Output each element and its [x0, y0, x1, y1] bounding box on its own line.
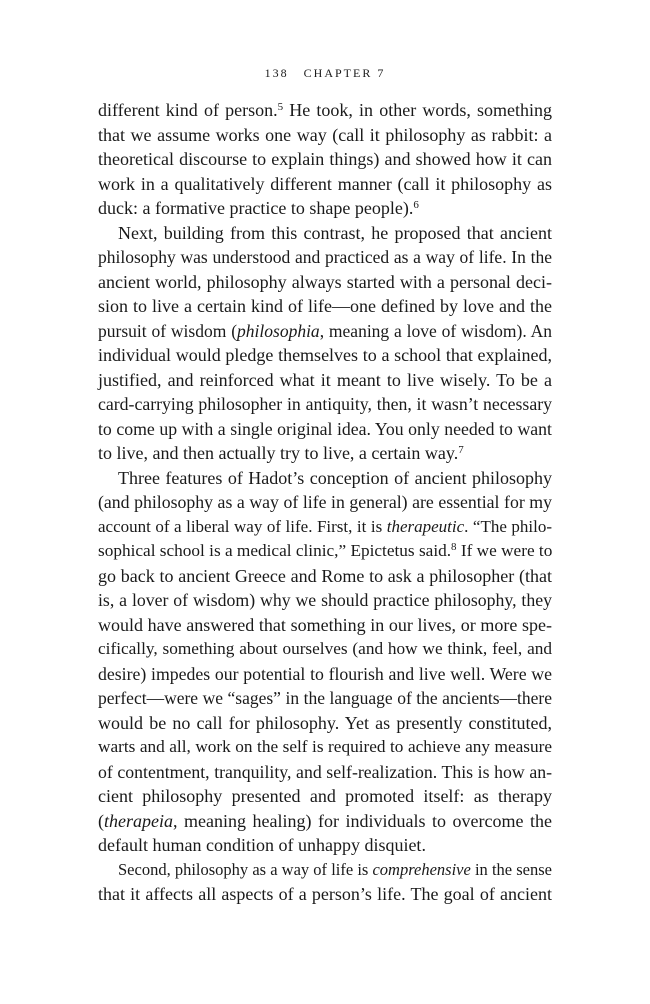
text-line: (therapeia, meaning healing) for individuals to overcome the	[98, 810, 552, 831]
text-line: would have answered that something in our lives, or more spe-	[98, 614, 552, 635]
text-line: account of a liberal way of life. First, it is therapeutic. “The philo-	[98, 516, 552, 536]
footnote-ref: 8	[451, 541, 457, 553]
text-line: would be no call for philosophy. Yet as presently constituted,	[98, 712, 552, 733]
text-line: card-carrying philosopher in antiquity, then, it wasn’t necessary	[98, 394, 552, 414]
text-line: warts and all, work on the self is required to achieve any measure	[98, 737, 552, 756]
text-line: cient philosophy presented and promoted itself: as therapy	[98, 786, 552, 806]
text-line: justified, and reinforced what it meant to live wisely. To be a	[98, 369, 552, 390]
text-line: sion to live a certain kind of life—one defined by love and the	[98, 296, 552, 316]
text-line: go back to ancient Greece and Rome to ask a philosopher (that	[98, 565, 552, 586]
page-number: 138	[264, 66, 289, 80]
text-line: philosophy was understood and practiced as a way of life. In the	[98, 247, 552, 267]
chapter-label: CHAPTER 7	[303, 66, 386, 80]
text-line: individual would pledge themselves to a school that explained,	[98, 345, 552, 365]
text-line: of contentment, tranquility, and self-realization. This is how an-	[98, 761, 552, 782]
footnote-ref: 6	[413, 199, 419, 211]
footnote-ref: 5	[277, 101, 284, 113]
text-line: cifically, something about ourselves (and how we think, feel, and	[98, 639, 552, 658]
running-head	[0, 66, 650, 81]
text-line: perfect—were we “sages” in the language of the ancients—there	[98, 688, 552, 708]
text-line: different kind of person.$^5$ He took, in other words, something	[98, 100, 552, 120]
text-line: is, a lover of wisdom) why we should practice philosophy, they	[98, 590, 552, 610]
text-line: Second, philosophy as a way of life is comprehensive in the sense	[118, 859, 552, 879]
text-line: that it affects all aspects of a person’s life. The goal of ancient	[98, 884, 552, 904]
text-line: sophical school is a medical clinic,” Epictetus said.$^8$ If we were to	[98, 541, 553, 560]
body-text	[98, 98, 552, 907]
text-line: to live, and then actually try to live, a certain way.$^7$	[98, 443, 464, 463]
text-line: desire) impedes our potential to flourish and live well. Were we	[98, 663, 552, 684]
text-line: Three features of Hadot’s conception of ancient philosophy	[118, 467, 552, 488]
text-line: (and philosophy as a way of life in general) are essential for my	[98, 492, 552, 512]
text-line: work in a qualitatively different manner (call it philosophy as	[98, 173, 552, 194]
text-line: theoretical discourse to explain things) and showed how it can	[98, 149, 552, 169]
text-line: that we assume works one way (call it philosophy as rabbit: a	[98, 124, 552, 145]
text-line: default human condition of unhappy disquiet.	[98, 835, 426, 855]
text-line: Next, building from this contrast, he proposed that ancient	[118, 222, 552, 243]
text-line: to come up with a single original idea. You only needed to want	[98, 418, 552, 439]
text-line: ancient world, philosophy always started with a personal deci-	[98, 271, 552, 292]
text-line: pursuit of wisdom (philosophia, meaning a love of wisdom). An	[98, 320, 552, 341]
footnote-ref: 7	[458, 444, 464, 456]
text-line: duck: a formative practice to shape people).$^6$	[98, 198, 419, 218]
